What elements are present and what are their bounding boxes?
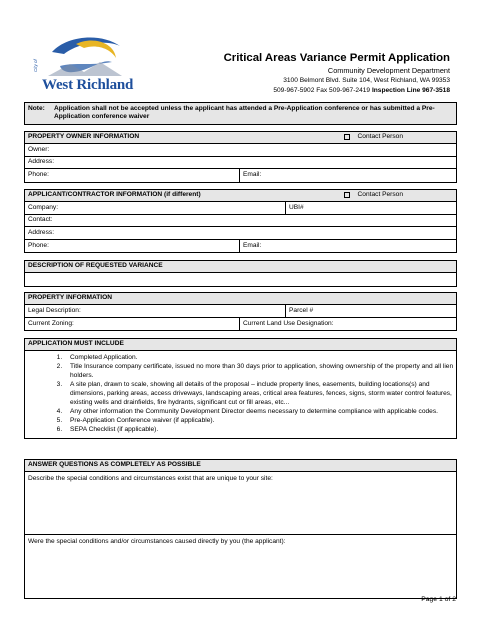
answers-heading: ANSWER QUESTIONS AS COMPLETELY AS POSSIBLE [28,461,201,469]
contact-field[interactable] [25,215,456,227]
question-1-field[interactable] [25,472,456,535]
logo-city-name: West Richland [42,77,134,93]
owner-contact-person [344,133,403,141]
question-2-text: Were the special conditions and/or circumstances caused directly by you (the applicant): [28,538,286,545]
zoning-label: Current Zoning: [28,319,74,327]
legal-field[interactable] [25,305,285,317]
owner-phone-row [25,169,456,182]
note-box [24,102,457,125]
owner-heading: PROPERTY OWNER INFORMATION [28,133,140,141]
question-1-text: Describe the special conditions and circumstances exist that are unique to your site: [28,475,273,482]
answers-section [24,459,457,599]
requirement-item: 4. Any other information the Community Development Director deems necessary to determine compliance with applicable codes. [64,408,456,417]
applicant-section [24,189,457,253]
inspection-line: Inspection Line 967-3518 [371,86,450,94]
applicant-phone-label: Phone: [28,241,49,249]
department-address: 3100 Belmont Blvd. Suite 104, West Richland, WA 99353 [283,77,450,85]
applicant-phone-row [25,240,456,253]
applicant-email-label: Email: [243,241,262,249]
property-heading: PROPERTY INFORMATION [28,294,113,302]
owner-header [25,132,456,144]
variance-field[interactable] [25,273,456,286]
owner-phone-field[interactable] [25,169,239,182]
requirement-item: 1. Completed Application. [64,354,456,363]
land-use-field[interactable] [239,318,456,331]
applicant-contact-label: Contact Person [357,191,403,199]
note-text: Application shall not be accepted unless the applicant has attended a Pre-Application conference or has submitted a Pre-Application conference waiver [54,105,435,121]
requirements-list [25,351,456,438]
answers-header [25,460,456,472]
applicant-contact-person [344,191,403,199]
requirement-item: 6. SEPA Checklist (if applicable). [64,426,456,435]
department-name: Community Development Department [327,65,450,75]
owner-address-field[interactable] [25,157,456,169]
owner-contact-checkbox[interactable] [344,134,350,140]
parcel-field[interactable] [285,305,456,317]
owner-email-label: Email: [243,171,262,179]
zoning-field[interactable] [25,318,239,331]
requirements-section [24,338,457,439]
city-logo [30,32,134,96]
company-field[interactable] [25,202,285,214]
contact-label: Contact: [28,216,53,224]
ubi-field[interactable] [285,202,456,214]
variance-heading: DESCRIPTION OF REQUESTED VARIANCE [28,262,163,270]
applicant-contact-checkbox[interactable] [344,192,350,198]
legal-row [25,305,456,318]
requirement-item: 5. Pre-Application Conference waiver (if applicable). [64,417,456,426]
owner-email-field[interactable] [239,169,456,182]
owner-address-row [25,157,456,170]
owner-phone-label: Phone: [28,171,49,179]
title-block [224,52,450,95]
owner-label: Owner: [28,145,50,153]
applicant-heading: APPLICANT/CONTRACTOR INFORMATION (if different) [28,191,201,199]
applicant-header [25,190,456,202]
owner-field[interactable] [25,144,456,156]
requirements-heading: APPLICATION MUST INCLUDE [28,340,124,348]
owner-address-label: Address: [28,158,55,166]
requirement-item: 2. Title Insurance company certificate, issued no more than 30 days prior to application, showing ownership of the property and all lien holders. [64,363,456,381]
logo-city-of: City of [33,59,38,72]
applicant-phone-field[interactable] [25,240,239,253]
variance-header [25,261,456,273]
applicant-address-label: Address: [28,228,55,236]
parcel-label: Parcel # [289,306,314,314]
question-2-field[interactable] [25,535,456,598]
page-number: Page 1 of 2 [421,596,456,603]
note-label: Note: [28,105,45,112]
property-header [25,293,456,305]
owner-section [24,131,457,183]
applicant-email-field[interactable] [239,240,456,253]
company-row [25,202,456,215]
property-section [24,292,457,331]
company-label: Company: [28,203,59,211]
variance-section [24,260,457,287]
requirements-header [25,339,456,351]
owner-row [25,144,456,157]
land-use-label: Current Land Use Designation: [243,319,334,327]
zoning-row [25,318,456,331]
owner-contact-label: Contact Person [357,133,403,141]
requirement-item: 3. A site plan, drawn to scale, showing all details of the proposal – include property lines, easements, building locations(s) and dimensions, parking areas, access driveways, landscaping areas, critical area features, fences, signs, storm water control features, existing wells and drainfields, fire hydrants, significant cut or fill areas, etc... [64,381,456,408]
phone-fax: 509-967-5902 Fax 509-967-2419 [273,86,372,94]
document-title: Critical Areas Variance Permit Application [223,52,450,64]
legal-label: Legal Description: [28,306,81,314]
applicant-address-field[interactable] [25,227,456,239]
ubi-label: UBI# [289,203,304,211]
contact-row [25,215,456,228]
applicant-address-row [25,227,456,240]
department-contact [224,86,450,96]
